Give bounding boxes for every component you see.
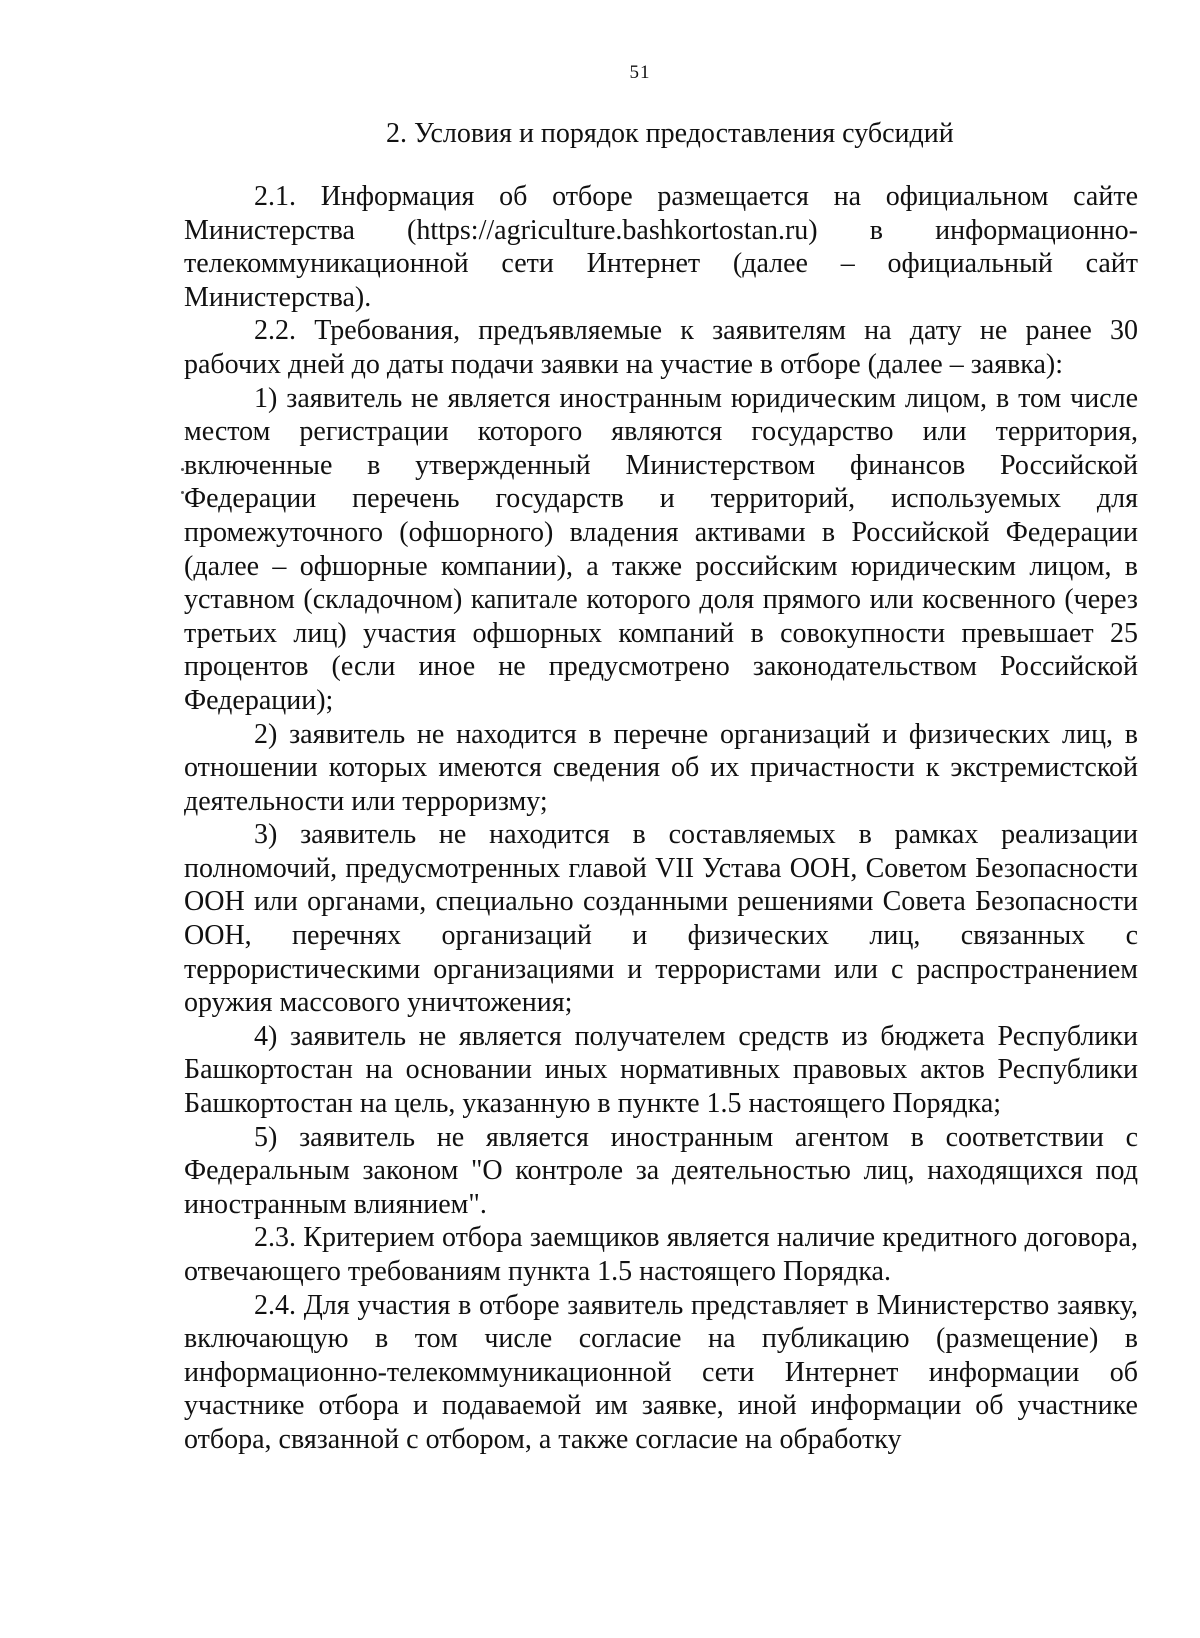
- section-heading: 2. Условия и порядок предоставления субсидий: [386, 118, 954, 149]
- list-item-4: 4) заявитель не является получателем средств из бюджета Республики Башкортостан на основании иных нормативных правовых актов Республики Башкортостан на цель, указанную в пункте 1.5 настоящего Порядка;: [184, 1020, 1138, 1120]
- scan-speck: [181, 491, 184, 494]
- page-number: 51: [629, 62, 651, 83]
- paragraph-2-4: 2.4. Для участия в отборе заявитель представляет в Министерство заявку, включающую в том числе согласие на публикацию (размещение) в информационно-телекоммуникационной сети Интернет информации об участнике отбора и подаваемой им заявке, иной информации об участнике отбора, связанной с отбором, а также согласие на обработку: [184, 1289, 1138, 1455]
- paragraph-2-1: 2.1. Информация об отборе размещается на официальном сайте Министерства (https://agriculture.bashkortostan.ru) в информационно-телекоммуникационной сети Интернет (далее – официальный сайт Министерства).: [184, 181, 1138, 313]
- paragraph-2-2: 2.2. Требования, предъявляемые к заявителям на дату не ранее 30 рабочих дней до даты подачи заявки на участие в отборе (далее – заявка):: [184, 315, 1138, 380]
- list-item-5: 5) заявитель не является иностранным агентом в соответствии с Федеральным законом "О контроле за деятельностью лиц, находящихся под иностранным влиянием".: [184, 1121, 1138, 1220]
- document-body: [184, 180, 1138, 1457]
- paragraph-2-3: 2.3. Критерием отбора заемщиков является наличие кредитного договора, отвечающего требованиям пункта 1.5 настоящего Порядка.: [184, 1222, 1138, 1287]
- list-item-1: 1) заявитель не является иностранным юридическим лицом, в том числе местом регистрации которого являются государство или территория, включенные в утвержденный Министерством финансов Российской Федерации перечень государств и территорий, используемых для промежуточного (офшорного) владения активами в Российской Федерации (далее – офшорные компании), а также российским юридическим лицом, в уставном (складочном) капитале которого доля прямого или косвенного (через третьих лиц) участия офшорных компаний в совокупности превышает 25 процентов (если иное не предусмотрено законодательством Российской Федерации);: [184, 382, 1138, 716]
- scan-speck: [181, 468, 184, 471]
- list-item-3: 3) заявитель не находится в составляемых в рамках реализации полномочий, предусмотренных главой VII Устава ООН, Советом Безопасности ООН или органами, специально созданными решениями Совета Безопасности ООН, перечнях организаций и физических лиц, связанных с террористическими организациями и террористами или с распространением оружия массового уничтожения;: [184, 819, 1138, 1019]
- list-item-2: 2) заявитель не находится в перечне организаций и физических лиц, в отношении которых имеются сведения об их причастности к экстремистской деятельности или терроризму;: [184, 718, 1138, 817]
